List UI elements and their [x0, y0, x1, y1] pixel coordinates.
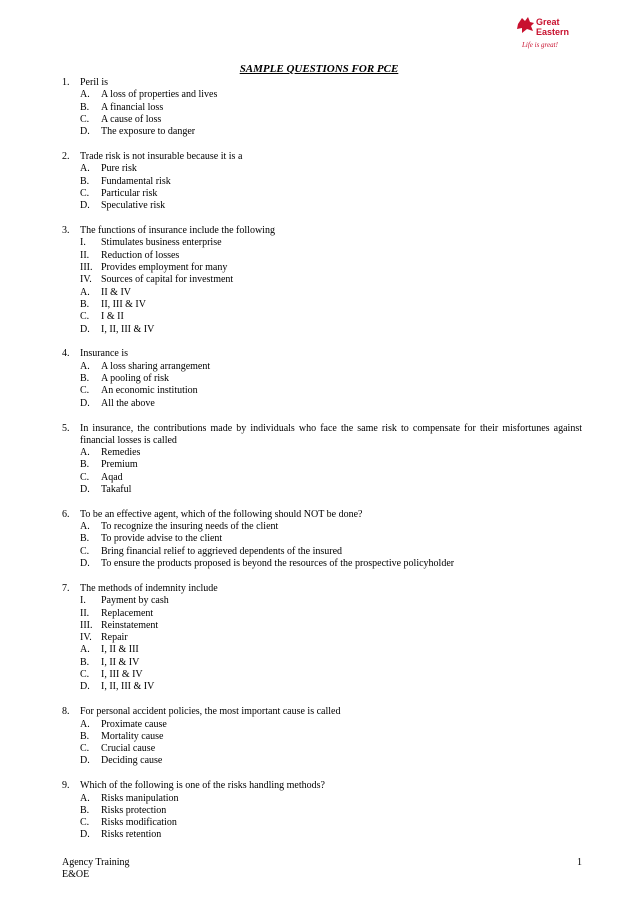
question-text: Which of the following is one of the risks handling methods?: [80, 780, 325, 792]
option-item: [80, 287, 582, 299]
question-number: 5.: [62, 422, 70, 434]
option-text: Stimulates business enterprise: [101, 237, 222, 249]
option-item: [80, 829, 582, 841]
question-text: For personal accident policies, the most important cause is called: [80, 706, 341, 718]
question-stem: [62, 225, 582, 237]
question-number: 1.: [62, 77, 70, 88]
option-text: To recognize the insuring needs of the client: [101, 521, 279, 533]
option-text: Reduction of losses: [101, 249, 180, 261]
option-list: [80, 447, 582, 496]
question-text: In insurance, the contributions made by individuals who face the same risk to compensate for their misfortunes against financial losses is called: [80, 422, 582, 446]
option-text: A financial loss: [101, 101, 164, 113]
question-text: The methods of indemnity include: [80, 582, 218, 594]
option-text: Replacement: [101, 607, 154, 619]
option-text: Risks protection: [101, 804, 167, 816]
svg-text:Life is great!: Life is great!: [522, 41, 558, 49]
option-label: C.: [80, 669, 90, 681]
question-text: Peril is: [80, 77, 109, 88]
question-number: 9.: [62, 780, 70, 792]
option-label: B.: [80, 373, 90, 385]
option-text: Takaful: [101, 483, 132, 495]
option-text: Risks manipulation: [101, 792, 179, 804]
option-item: [80, 311, 582, 323]
option-item: [80, 558, 582, 570]
option-text: Crucial cause: [101, 743, 156, 755]
svg-text:Eastern: Eastern: [536, 27, 570, 37]
option-label: B.: [80, 533, 90, 545]
option-label: A.: [80, 447, 90, 459]
option-item: [80, 274, 582, 286]
option-text: Fundamental risk: [101, 175, 171, 187]
option-text: Aqad: [101, 471, 123, 483]
option-item: [80, 102, 582, 114]
option-list: [80, 237, 582, 335]
option-label: B.: [80, 656, 90, 668]
question-stem: [62, 348, 582, 360]
option-item: [80, 731, 582, 743]
option-text: I, III & IV: [101, 669, 143, 681]
option-label: C.: [80, 471, 90, 483]
option-text: I, II, III & IV: [101, 681, 155, 693]
question-stem: [62, 706, 582, 718]
option-text: I, II & IV: [101, 656, 140, 668]
footer-eoe: E&OE: [62, 869, 90, 881]
option-text: A loss of properties and lives: [101, 89, 218, 101]
option-item: [80, 299, 582, 311]
option-text: A cause of loss: [101, 113, 162, 125]
option-item: [80, 114, 582, 126]
option-label: B.: [80, 175, 90, 187]
question-text: Trade risk is not insurable because it is a: [80, 151, 243, 163]
option-item: [80, 644, 582, 656]
option-list: [80, 521, 582, 570]
option-item: [80, 817, 582, 829]
option-text: I, II & III: [101, 644, 139, 656]
option-text: Proximate cause: [101, 718, 167, 730]
option-text: Premium: [101, 459, 138, 471]
option-text: Provides employment for many: [101, 262, 228, 274]
option-item: [80, 89, 582, 101]
option-text: Deciding cause: [101, 755, 163, 767]
option-label: D.: [80, 323, 90, 335]
option-list: [80, 793, 582, 842]
option-item: [80, 262, 582, 274]
option-item: [80, 126, 582, 138]
option-text: A loss sharing arrangement: [101, 360, 211, 372]
question-text: Insurance is: [80, 348, 129, 360]
option-item: [80, 755, 582, 767]
question-1: [62, 77, 582, 138]
question-number: 6.: [62, 508, 70, 520]
option-item: [80, 398, 582, 410]
option-label: I.: [80, 237, 86, 249]
question-3: [62, 225, 582, 336]
option-text: Payment by cash: [101, 595, 169, 607]
option-item: [80, 793, 582, 805]
question-number: 8.: [62, 706, 70, 718]
option-label: B.: [80, 298, 90, 310]
option-item: [80, 805, 582, 817]
option-label: A.: [80, 792, 90, 804]
question-number: 7.: [62, 582, 70, 594]
option-label: IV.: [80, 632, 92, 644]
option-item: [80, 472, 582, 484]
option-label: D.: [80, 829, 90, 841]
option-label: B.: [80, 804, 90, 816]
option-text: Risks retention: [101, 829, 162, 841]
option-item: [80, 595, 582, 607]
question-stem: [62, 423, 582, 448]
option-text: Bring financial relief to aggrieved dependents of the insured: [101, 545, 343, 557]
question-stem: [62, 151, 582, 163]
page-number: 1: [577, 857, 582, 868]
question-number: 2.: [62, 151, 70, 163]
option-text: II & IV: [101, 286, 131, 298]
option-item: [80, 447, 582, 459]
option-text: Risks modification: [101, 817, 177, 829]
option-text: Repair: [101, 632, 128, 644]
option-label: IV.: [80, 274, 92, 286]
question-stem: [62, 780, 582, 792]
option-label: B.: [80, 459, 90, 471]
question-2: [62, 151, 582, 212]
option-label: A.: [80, 89, 90, 101]
option-label: D.: [80, 397, 90, 409]
option-text: Particular risk: [101, 187, 158, 199]
option-label: III.: [80, 619, 93, 631]
option-label: D.: [80, 558, 90, 570]
option-label: D.: [80, 200, 90, 212]
option-list: [80, 163, 582, 212]
question-list: [62, 77, 582, 854]
option-text: To ensure the products proposed is beyond the resources of the prospective policyholder: [101, 558, 455, 570]
great-eastern-logo: [512, 14, 592, 54]
option-text: Mortality cause: [101, 730, 164, 742]
option-item: [80, 188, 582, 200]
option-label: C.: [80, 187, 90, 199]
option-item: [80, 657, 582, 669]
option-item: [80, 361, 582, 373]
option-label: B.: [80, 730, 90, 742]
option-text: II, III & IV: [101, 298, 146, 310]
option-label: D.: [80, 681, 90, 693]
option-item: [80, 459, 582, 471]
option-text: To provide advise to the client: [101, 533, 223, 545]
question-5: [62, 423, 582, 497]
option-text: The exposure to danger: [101, 126, 196, 138]
option-item: [80, 620, 582, 632]
option-item: [80, 385, 582, 397]
page-footer: [62, 857, 582, 882]
option-label: A.: [80, 718, 90, 730]
question-number: 3.: [62, 225, 70, 237]
option-text: I & II: [101, 311, 124, 323]
page-title: SAMPLE QUESTIONS FOR PCE: [239, 63, 399, 75]
option-label: D.: [80, 126, 90, 138]
question-8: [62, 706, 582, 767]
question-text: The functions of insurance include the following: [80, 225, 275, 237]
option-item: [80, 250, 582, 262]
option-item: [80, 163, 582, 175]
option-text: Speculative risk: [101, 200, 166, 212]
question-9: [62, 780, 582, 841]
option-item: [80, 324, 582, 336]
option-text: Sources of capital for investment: [101, 274, 234, 286]
option-label: D.: [80, 483, 90, 495]
option-label: III.: [80, 262, 93, 274]
option-item: [80, 681, 582, 693]
option-item: [80, 719, 582, 731]
question-number: 4.: [62, 348, 70, 360]
option-item: [80, 484, 582, 496]
option-list: [80, 719, 582, 768]
option-text: All the above: [101, 397, 155, 409]
question-stem: [62, 583, 582, 595]
option-label: A.: [80, 360, 90, 372]
option-item: [80, 632, 582, 644]
option-label: C.: [80, 817, 90, 829]
option-label: A.: [80, 644, 90, 656]
option-list: [80, 89, 582, 138]
option-item: [80, 546, 582, 558]
option-text: Remedies: [101, 447, 141, 459]
question-7: [62, 583, 582, 694]
option-item: [80, 373, 582, 385]
option-item: [80, 608, 582, 620]
option-label: II.: [80, 607, 90, 619]
option-item: [80, 533, 582, 545]
question-stem: [62, 77, 582, 89]
option-item: [80, 237, 582, 249]
option-label: II.: [80, 249, 90, 261]
question-stem: [62, 509, 582, 521]
option-item: [80, 521, 582, 533]
option-item: [80, 669, 582, 681]
option-text: Reinstatement: [101, 619, 159, 631]
option-text: I, II, III & IV: [101, 323, 155, 335]
option-label: C.: [80, 743, 90, 755]
option-label: D.: [80, 755, 90, 767]
option-text: A pooling of risk: [101, 373, 170, 385]
option-list: [80, 595, 582, 693]
option-label: B.: [80, 101, 90, 113]
option-item: [80, 200, 582, 212]
option-item: [80, 176, 582, 188]
question-6: [62, 509, 582, 570]
option-label: A.: [80, 521, 90, 533]
option-label: C.: [80, 385, 90, 397]
option-text: Pure risk: [101, 163, 137, 175]
option-label: A.: [80, 163, 90, 175]
svg-text:Great: Great: [536, 17, 560, 27]
option-label: C.: [80, 311, 90, 323]
question-4: [62, 348, 582, 409]
option-item: [80, 743, 582, 755]
option-text: An economic institution: [101, 385, 198, 397]
question-text: To be an effective agent, which of the following should NOT be done?: [80, 508, 363, 520]
option-label: C.: [80, 545, 90, 557]
option-label: I.: [80, 595, 86, 607]
option-list: [80, 361, 582, 410]
option-label: C.: [80, 113, 90, 125]
footer-agency-training: Agency Training: [62, 857, 130, 868]
option-label: A.: [80, 286, 90, 298]
